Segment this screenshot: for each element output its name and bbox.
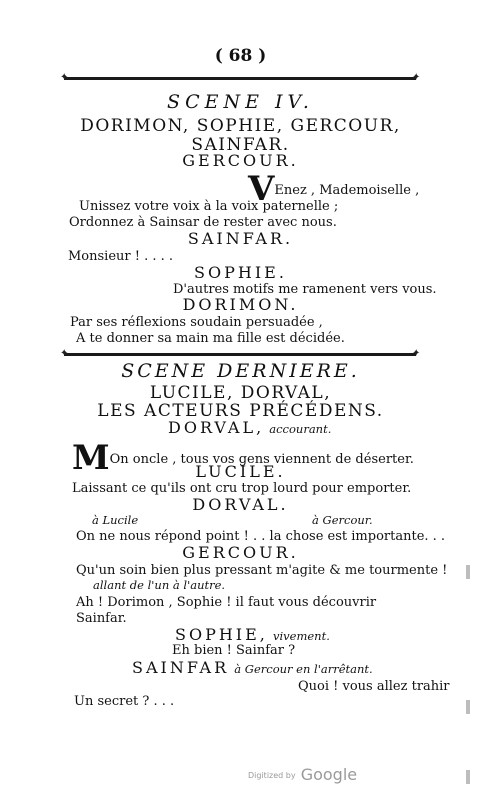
stage-direction: allant de l'un à l'autre.	[93, 578, 226, 592]
verse-line: Un secret ? . . .	[74, 694, 175, 709]
page-number: ( 68 )	[214, 46, 267, 66]
stage-direction: vivement.	[272, 629, 330, 643]
ornamental-rule-top	[64, 77, 416, 80]
speaker-dorval-line	[168, 420, 331, 436]
verse-line: Qu'un soin bien plus pressant m'agite & me tourmente !	[76, 563, 448, 578]
verse-line: Quoi ! vous allez trahir	[298, 679, 450, 694]
drop-cap-m: M	[72, 438, 110, 478]
drop-cap-v: V	[248, 169, 275, 209]
watermark-prefix: Digitized by	[248, 771, 296, 780]
speaker-sophie: SOPHIE,	[175, 625, 268, 644]
verse-line: Par ses réflexions soudain persuadée ,	[70, 315, 323, 330]
verse-line: A te donner sa main ma fille est décidée.	[76, 331, 345, 346]
scene-4-heading: SCENE IV.	[167, 91, 314, 113]
stage-direction: à Gercour.	[312, 513, 373, 527]
speaker-sainfar: SAINFAR.	[187, 229, 294, 248]
ornamental-rule-middle	[64, 353, 416, 356]
verse-text: On oncle , tous vos gens viennent de déserter.	[109, 452, 414, 467]
speaker-dorval: DORVAL,	[168, 418, 265, 437]
verse-line: D'autres motifs me ramenent vers vous.	[173, 282, 437, 297]
verse-line: Unissez votre voix à la voix paternelle ;	[79, 199, 339, 214]
speaker-gercour: GERCOUR.	[182, 151, 299, 170]
digitized-watermark	[248, 765, 357, 784]
rule-ornament-right-icon: ✦	[412, 348, 421, 359]
speaker-gercour: GERCOUR.	[182, 543, 299, 562]
speaker-dorimon: DORIMON.	[182, 295, 299, 314]
speaker-dorval: DORVAL.	[192, 495, 289, 514]
verse-line: Laissant ce qu'ils ont cru trop lourd pour emporter.	[72, 481, 412, 496]
verse-line: Ordonnez à Sainsar de rester avec nous.	[69, 215, 337, 230]
rule-ornament-left-icon: ✦	[60, 348, 69, 359]
verse-text: Enez , Mademoiselle ,	[274, 183, 420, 198]
stage-direction: à Gercour en l'arrêtant.	[234, 662, 373, 676]
speaker-lucile: LUCILE.	[195, 462, 286, 481]
scene-last-cast-line-1: LUCILE, DORVAL,	[149, 383, 332, 403]
scene-last-cast-line-2: LES ACTEURS PRÉCÉDENS.	[97, 401, 384, 421]
stage-direction: à Lucile	[92, 513, 139, 527]
speaker-sophie: SOPHIE.	[194, 263, 287, 282]
scene-4-cast-line-1: DORIMON, SOPHIE, GERCOUR,	[80, 116, 401, 136]
speaker-sainfar-line	[132, 660, 373, 676]
watermark-brand-logo: Google	[300, 765, 358, 784]
verse-line: Ah ! Dorimon , Sophie ! il faut vous découvrir	[76, 595, 377, 610]
verse-line: Eh bien ! Sainfar ?	[172, 643, 296, 658]
scene-4-cast-line-2: SAINFAR.	[191, 135, 290, 155]
stage-direction: accourant.	[269, 422, 332, 436]
page-edge-mark	[466, 700, 470, 714]
page-edge-mark	[466, 770, 470, 784]
verse-line: Sainfar.	[76, 611, 127, 626]
page-edge-mark	[466, 565, 470, 579]
verse-line: Monsieur ! . . . .	[68, 249, 174, 264]
rule-ornament-left-icon: ✦	[60, 72, 69, 83]
verse-line: On ne nous répond point ! . . la chose est importante. . .	[76, 529, 446, 544]
speaker-sophie-line	[175, 627, 330, 643]
scene-last-heading: SCENE DERNIERE.	[121, 360, 360, 382]
rule-ornament-right-icon: ✦	[412, 72, 421, 83]
speaker-sainfar: SAINFAR	[132, 658, 230, 677]
